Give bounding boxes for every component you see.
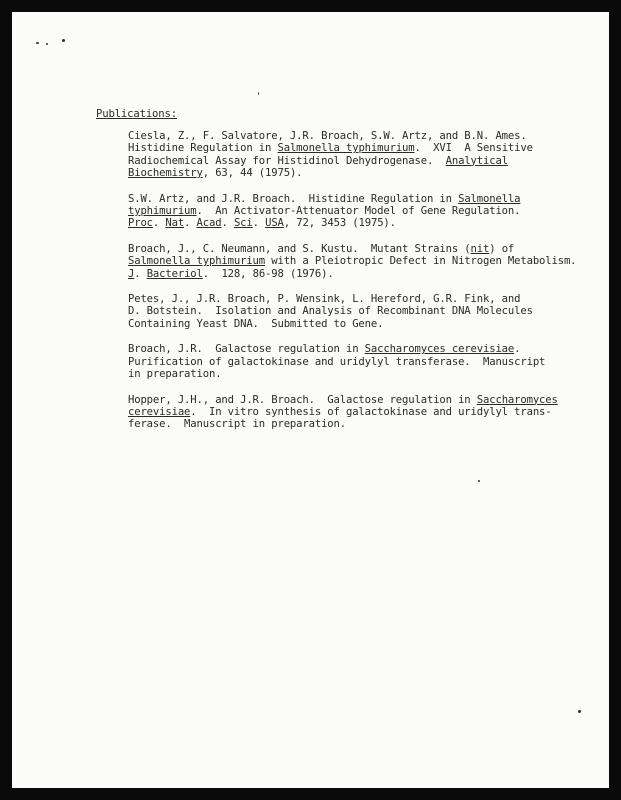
publication-line (128, 193, 588, 205)
underlined-text: J (128, 267, 135, 280)
text-segment: Broach, J., C. Neumann, and S. Kustu. Mutant Strains ( (128, 242, 471, 255)
text-segment: Ciesla, Z., F. Salvatore, J.R. Broach, S.W. Artz, and B.N. Ames. (128, 130, 527, 142)
text-segment: Radiochemical Assay for Histidinol Dehydrogenase. (128, 154, 446, 167)
publication-entry (128, 343, 588, 380)
publication-entry (128, 243, 588, 280)
scan-speck (478, 480, 480, 482)
text-segment: Histidine Regulation in (128, 142, 278, 155)
text-segment: . 128, 86-98 (1976). (202, 267, 334, 280)
text-segment: ferase. Manuscript in preparation. (128, 418, 346, 431)
underlined-text: Biochemistry (128, 167, 203, 180)
publication-entry (128, 394, 588, 431)
publication-line (128, 368, 588, 380)
scan-speck (62, 39, 65, 42)
publication-entry (128, 293, 588, 330)
publication-line (128, 293, 588, 305)
scan-speck (36, 42, 39, 44)
text-segment: Broach, J.R. Galactose regulation in (128, 343, 365, 356)
publication-line (128, 406, 588, 418)
publication-list (128, 130, 588, 444)
underlined-text: Acad (196, 217, 222, 230)
scan-speck (258, 92, 259, 95)
underlined-text: Salmonella typhimurium (128, 255, 266, 268)
document-page (12, 12, 609, 788)
text-segment: , 72, 3453 (1975). (283, 217, 396, 230)
publication-line (128, 418, 588, 430)
underlined-text: Sci (233, 217, 253, 230)
text-segment: S.W. Artz, and J.R. Broach. Histidine Regulation in (128, 192, 459, 205)
text-segment: Containing Yeast DNA. Submitted to Gene. (128, 317, 384, 330)
publication-line (128, 130, 588, 142)
underlined-text: Analytical (445, 154, 508, 167)
text-segment: . In vitro synthesis of galactokinase and uridylyl trans- (190, 405, 552, 418)
text-segment: Purification of galactokinase and uridylyl transferase. Manuscript (128, 355, 546, 368)
underlined-text: Saccharomyces cerevisiae (364, 343, 515, 356)
underlined-text: nit (470, 242, 490, 255)
text-segment: . (221, 217, 234, 230)
text-segment: . (134, 267, 147, 280)
publication-line (128, 318, 588, 330)
publication-line (128, 217, 588, 229)
text-segment: . (252, 217, 266, 230)
publication-line (128, 243, 588, 255)
underlined-text: Saccharomyces (476, 393, 558, 406)
publication-line (128, 305, 588, 317)
publication-line (128, 356, 588, 368)
publication-line (128, 167, 588, 179)
underlined-text: USA (265, 217, 284, 230)
underlined-text: Proc (128, 217, 153, 230)
scan-speck (578, 710, 581, 713)
text-segment: . (184, 217, 197, 230)
text-segment: in preparation. (128, 368, 222, 381)
text-segment: ) of (489, 242, 515, 255)
publication-line (128, 394, 588, 406)
text-segment: . XVI A Sensitive (414, 142, 533, 155)
publication-line (128, 155, 588, 167)
text-segment: . (514, 343, 521, 356)
text-segment: , 63, 44 (1975). (202, 167, 303, 180)
section-heading: Publications: (96, 108, 177, 120)
text-segment: with a Pleiotropic Defect in Nitrogen Metabolism. (265, 255, 577, 268)
text-segment: Petes, J., J.R. Broach, P. Wensink, L. Hereford, G.R. Fink, and (128, 293, 521, 306)
text-segment: D. Botstein. Isolation and Analysis of Recombinant DNA Molecules (128, 305, 533, 318)
underlined-text: Salmonella (458, 192, 521, 205)
publication-line (128, 255, 588, 267)
underlined-text: cerevisiae (128, 405, 191, 418)
text-segment: Hopper, J.H., and J.R. Broach. Galactose regulation in (128, 393, 477, 406)
publication-line (128, 268, 588, 280)
publication-line (128, 205, 588, 217)
publication-entry (128, 193, 588, 230)
publication-line (128, 142, 588, 154)
underlined-text: Salmonella typhimurium (277, 142, 415, 155)
scan-speck (46, 43, 48, 45)
document-body (12, 12, 609, 788)
underlined-text: Nat (165, 217, 185, 230)
publication-line (128, 343, 588, 355)
text-segment: . An Activator-Attenuator Model of Gene Regulation. (196, 205, 521, 218)
underlined-text: Bacteriol (146, 267, 203, 280)
text-segment: . (152, 217, 166, 230)
underlined-text: typhimurium (128, 205, 197, 218)
publication-entry (128, 130, 588, 180)
